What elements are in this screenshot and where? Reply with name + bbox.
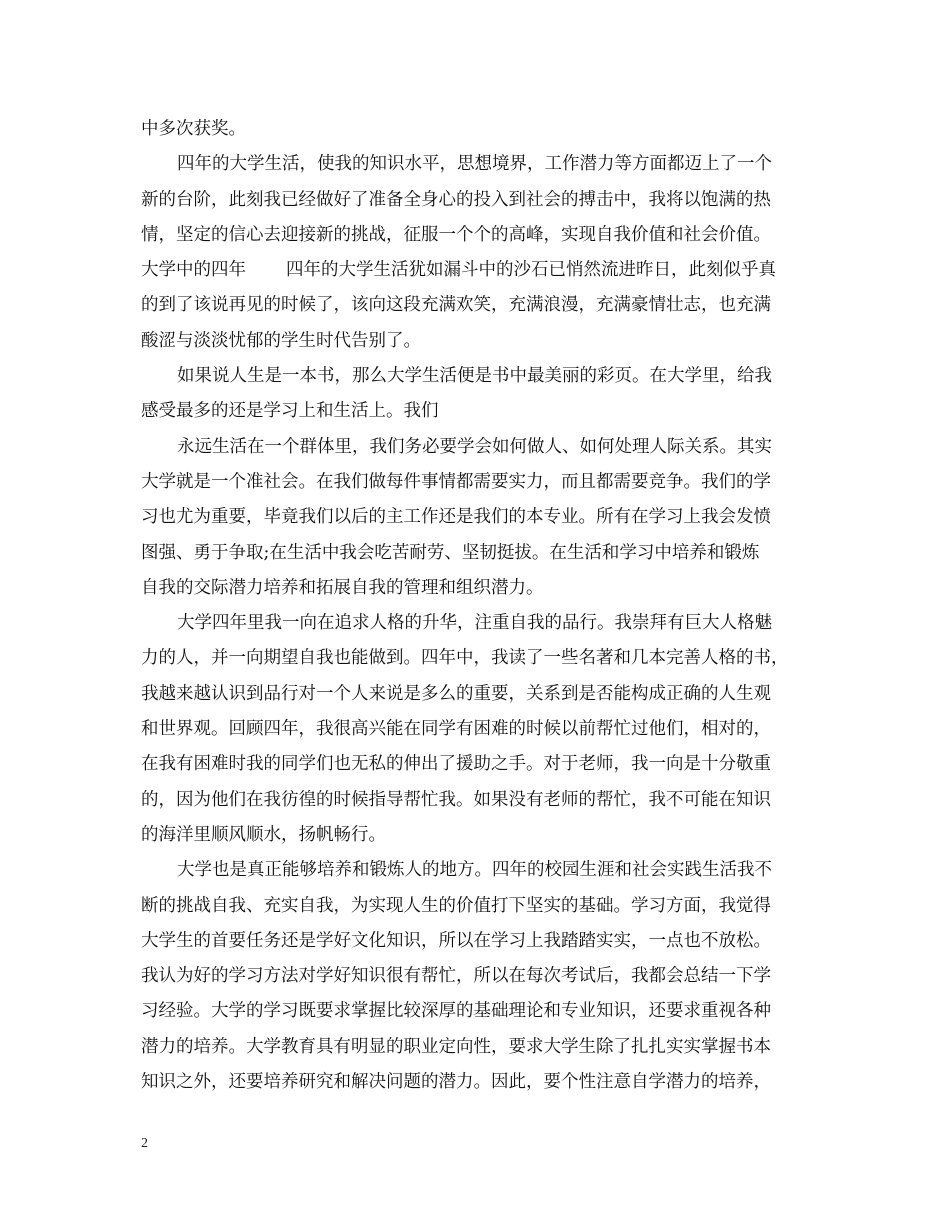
- text-line: 习也尤为重要，毕竟我们以后的主工作还是我们的本专业。所有在学习上我会发愤: [141, 507, 771, 528]
- paragraph-start-line: 如果说人生是一本书，那么大学生活便是书中最美丽的彩页。在大学里，给我: [177, 366, 772, 387]
- text-line: 的到了该说再见的时候了，该向这段充满欢笑，充满浪漫，充满豪情壮志，也充满: [141, 295, 771, 316]
- text-line: 和世界观。回顾四年，我很高兴能在同学有困难的时候以前帮忙过他们，相对的，: [141, 719, 771, 740]
- heading-line: [141, 253, 809, 288]
- section-heading: 大学中的四年: [141, 260, 246, 281]
- text-line: 图强、勇于争取;在生活中我会吃苦耐劳、坚韧挺拔。在生活和学习中培养和锻炼: [141, 542, 760, 563]
- page-number: 2: [141, 1136, 148, 1151]
- paragraph-start-line: 永远生活在一个群体里，我们务必要学会如何做人、如何处理人际关系。其实: [177, 436, 772, 457]
- paragraph-start-line: 大学四年里我一向在追求人格的升华，注重自我的品行。我崇拜有巨大人格魅: [177, 613, 772, 634]
- text-line: 我越来越认识到品行对一个人来说是多么的重要，关系到是否能构成正确的人生观: [141, 683, 771, 704]
- text-line: 断的挑战自我、充实自我，为实现人生的价值打下坚实的基础。学习方面，我觉得: [141, 895, 771, 916]
- text-line: 的，因为他们在我彷徨的时候指导帮忙我。如果没有老师的帮忙，我不可能在知识: [141, 789, 771, 810]
- text-line: 大学生的首要任务还是学好文化知识，所以在学习上我踏踏实实，一点也不放松。: [141, 930, 771, 951]
- document-body: [141, 112, 809, 1100]
- text-line: 自我的交际潜力培养和拓展自我的管理和组织潜力。: [141, 577, 544, 598]
- text-line: 我认为好的学习方法对学好知识很有帮忙，所以在每次考试后，我都会总结一下学: [141, 966, 771, 987]
- heading-line-text: 四年的大学生活犹如漏斗中的沙石已悄然流进昨日，此刻似乎真: [286, 260, 776, 281]
- text-line: 的海洋里顺风顺水，扬帆畅行。: [141, 824, 386, 845]
- paragraph-start-line: 大学也是真正能够培养和锻炼人的地方。四年的校园生涯和社会实践生活我不: [177, 860, 772, 881]
- text-line: 感受最多的还是学习上和生活上。我们: [141, 401, 439, 422]
- text-line: 大学就是一个准社会。在我们做每件事情都需要实力，而且都需要竞争。我们的学: [141, 471, 771, 492]
- text-line: 潜力的培养。大学教育具有明显的职业定向性，要求大学生除了扎扎实实掌握书本: [141, 1036, 771, 1057]
- text-line: 情，坚定的信心去迎接新的挑战，征服一个个的高峰，实现自我价值和社会价值。: [141, 224, 771, 245]
- text-line: 知识之外，还要培养研究和解决问题的潜力。因此，要个性注意自学潜力的培养，: [141, 1072, 771, 1093]
- text-line: 力的人，并一向期望自我也能做到。四年中，我读了一些名著和几本完善人格的书，: [141, 648, 789, 669]
- text-line: 酸涩与淡淡忧郁的学生时代告别了。: [141, 330, 421, 351]
- paragraph-start-line: 四年的大学生活，使我的知识水平，思想境界，工作潜力等方面都迈上了一个: [177, 154, 772, 175]
- text-line: 习经验。大学的学习既要求掌握比较深厚的基础理论和专业知识，还要求重视各种: [141, 1001, 771, 1022]
- text-line: 中多次获奖。: [141, 119, 246, 139]
- text-line: 新的台阶，此刻我已经做好了准备全身心的投入到社会的搏击中，我将以饱满的热: [141, 189, 771, 210]
- text-line: 在我有困难时我的同学们也无私的伸出了援助之手。对于老师，我一向是十分敬重: [141, 754, 771, 775]
